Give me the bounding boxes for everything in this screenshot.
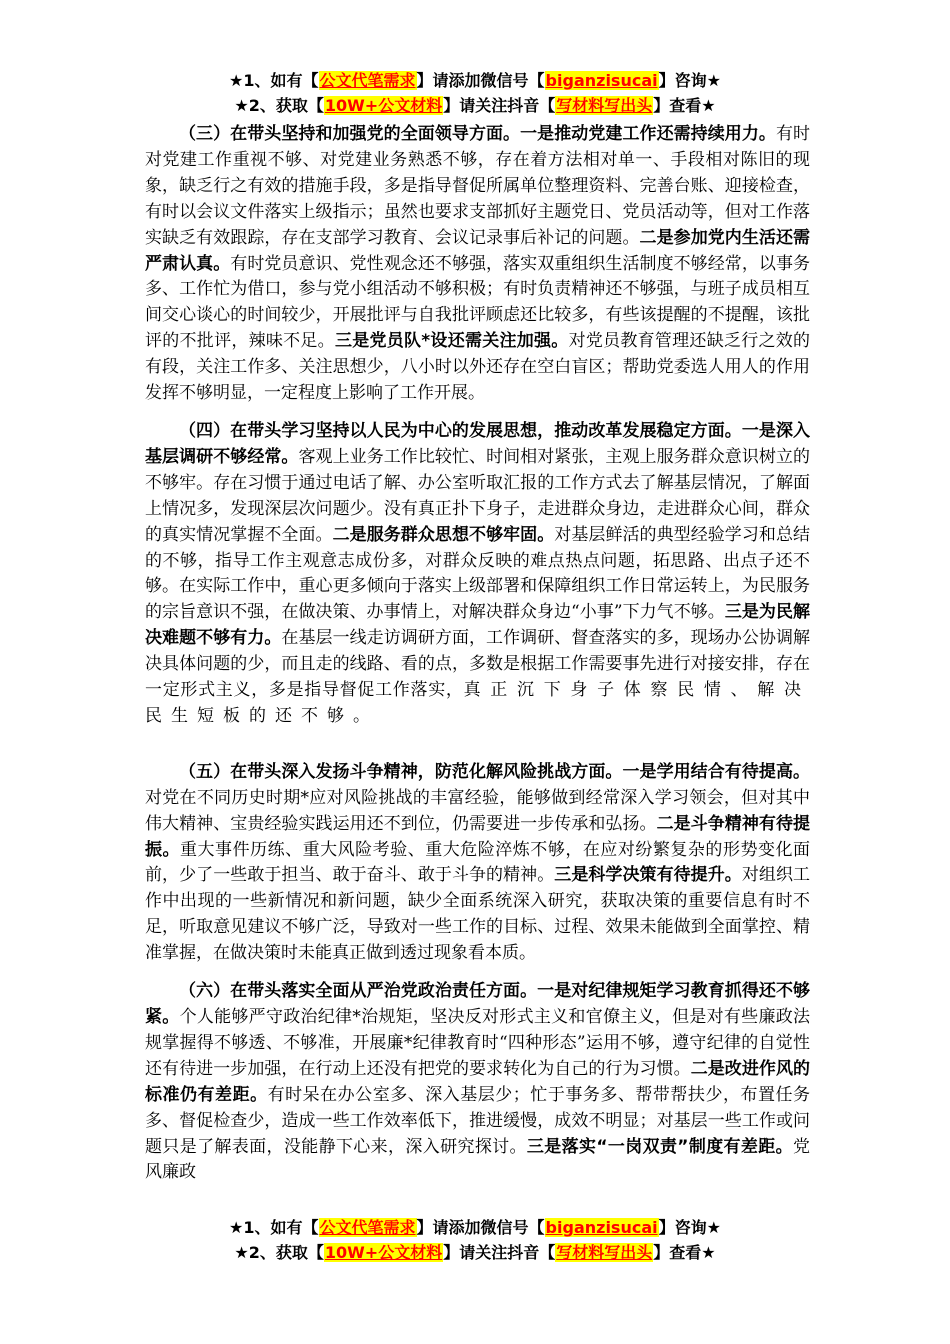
point-text: 在基层一线走访调研方面，工作调研、督查落实的多，现场办公协调解决具体问题的少，而且走的线路、看的点，多数是根据工作需要事先进行对接安排，存在一定形式主义，多是指导督促工作落实， [145,628,810,701]
point-text: 重大事件历练、重大风险考验、重大危险淬炼不够，在应对纷繁复杂的形势变化面前，少了一些敢于担当、敢于奋斗、敢于斗争的精神。 [145,839,811,886]
banner-highlight: 公文代笔需求 [319,1218,416,1237]
section-paragraph [145,122,810,407]
point-heading: 二是改进作风的标准仍有差距。 [145,1058,811,1105]
banner-text: 】请关注抖音【 [443,96,556,115]
point-text: 党风廉政 [145,1136,810,1183]
promo-banner-top-line2 [0,95,950,117]
point-text: 有时呆在办公室多、深入基层少；忙于事务多、帮带帮扶少，布置任务多、督促检查少，造成一些工作效率低下，推进缓慢，成效不明显；对基层一些工作或问题只是了解表面，没能静下心来，深入研究探讨。 [145,1084,811,1157]
banner-text: ★2、获取【 [234,1243,324,1262]
section-heading: （三）在带头坚持和加强党的全面领导方面。 [179,124,521,144]
point-heading: 一是推动党建工作还需持续用力。 [520,124,776,144]
banner-text: ★2、获取【 [234,96,324,115]
banner-highlight: 公文代笔需求 [319,71,416,90]
banner-text: 】咨询★ [658,1218,721,1237]
point-text: 对组织工作中出现的一些新情况和新问题，缺少全面系统深入研究，获取决策的重要信息有时不足，听取意见建议不够广泛，导致对一些工作的目标、过程、效果未能做到全面掌控、精准掌握，在做决策时未能真正做到透过现象看本质。 [145,865,811,964]
banner-text: 】请关注抖音【 [443,1243,556,1262]
banner-highlight: 写材料写出头 [556,96,653,115]
point-heading: 一是对纪律规矩学习教育抓得还不够紧。 [145,981,811,1027]
point-heading: 二是参加党内生活还需严肃认真。 [145,227,811,274]
point-text-spaced: 真正沉下身子体察民情、解决民生短板的还不够。 [145,680,811,726]
promo-banner-bottom-line2 [0,1242,950,1264]
body-text [145,122,810,1186]
section-paragraph [145,979,810,1186]
point-heading: 三是科学决策有待提升。 [554,865,742,886]
banner-text: 】请添加微信号【 [416,1218,545,1237]
section-paragraph [145,760,810,967]
point-heading: 三是落实“一岗双责”制度有差距。 [526,1136,793,1157]
point-heading: 二是斗争精神有待提振。 [145,813,810,860]
banner-text: 】查看★ [653,1243,716,1262]
point-text: 客观上业务工作比较忙、时间相对紧张，主观上服务群众意识树立的不够牢。存在习惯于通过电话了解、办公室听取汇报的工作方式去了解基层情况，了解面上情况多，发现深层次问题少。没有真正扑下身子，走进群众身边，走进群众心间，群众的真实情况掌握不全面。 [145,446,811,545]
promo-banner-bottom-line1 [0,1217,950,1239]
banner-highlight: 10W+公文材料 [324,1243,443,1262]
banner-text: 】请添加微信号【 [416,71,545,90]
section-heading: （六）在带头落实全面从严治党政治责任方面。 [179,981,538,1002]
point-heading: 二是服务群众思想不够牢固。 [332,524,555,545]
banner-highlight: 10W+公文材料 [324,96,443,115]
point-text: 有时党员意识、党性观念还不够强，落实双重组织生活制度不够经常，以事务多、工作忙为借口，参与党小组活动不够积极；有时负责精神还不够强，与班子成员相互间交心谈心的时间较少，开展批评与自我批评顾虑还比较多，有些该提醒的不提醒，该批评的不批评，辣味不足。 [145,253,811,352]
point-text: 有时对党建工作重视不够、对党建业务熟悉不够，存在着方法相对单一、手段相对陈旧的现象，缺乏行之有效的措施手段，多是指导督促所属单位整理资料、完善台账、迎接检查，有时以会议文件落实上级指示；虽然也要求支部抓好主题党日、党员活动等，但对工作落实缺乏有效跟踪，存在支部学习教育、会议记录事后补记的问题。 [145,124,811,248]
section-heading: （五）在带头深入发扬斗争精神，防范化解风险挑战方面。 [179,761,623,782]
banner-text: ★1、如有【 [229,71,319,90]
point-heading: 三是为民解决难题不够有力。 [145,602,810,649]
point-heading: 一是深入基层调研不够经常。 [145,420,811,467]
banner-highlight: biganzisucai [545,71,658,90]
banner-text: 】咨询★ [658,71,721,90]
point-text: 对党员教育管理还缺乏行之效的有段，关注工作多、关注思想少，八小时以外还存在空白盲区；帮助党委选人用人的作用发挥不够明显，一定程度上影响了工作开展。 [145,331,811,404]
section-paragraph [145,419,810,730]
banner-text: 】查看★ [653,96,716,115]
banner-highlight: biganzisucai [545,1218,658,1237]
point-heading: 一是学用结合有待提高。 [622,761,811,782]
banner-text: ★1、如有【 [229,1218,319,1237]
point-heading: 三是党员队*设还需关注加强。 [334,331,569,352]
point-text: 对党在不同历史时期*应对风险挑战的丰富经验，能够做到经常深入学习领会，但对其中伟大精神、宝贵经验实践运用还不到位，仍需要进一步传承和弘扬。 [145,787,810,834]
point-text: 个人能够严守政治纪律*治规矩，坚决反对形式主义和官僚主义，但是对有些廉政法规掌握得不够透、不够准，开展廉*纪律教育时“四种形态”运用不够，遵守纪律的自觉性还有待进一步加强，在行动上还没有把党的要求转化为自己的行为习惯。 [145,1007,811,1079]
banner-highlight: 写材料写出头 [556,1243,653,1262]
promo-banner-top-line1 [0,70,950,92]
point-text: 对基层鲜活的典型经验学习和总结的不够，指导工作主观意志成份多，对群众反映的难点热点问题，拓思路、出点子还不够。在实际工作中，重心更多倾向于落实上级部署和保障组织工作日常运转上，为民服务的宗旨意识不强，在做决策、办事情上，对解决群众身边“小事”下力气不够。 [145,524,811,623]
section-heading: （四）在带头学习坚持以人民为中心的发展思想，推动改革发展稳定方面。 [179,420,742,441]
